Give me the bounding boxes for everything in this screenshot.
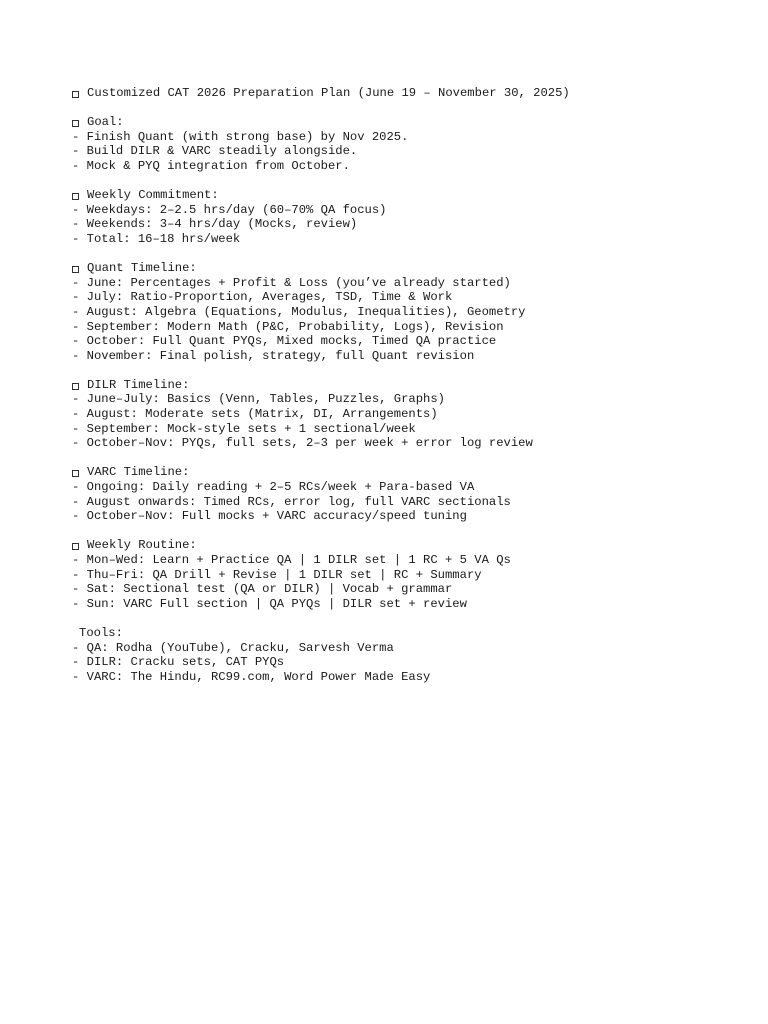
dilr-line: - October–Nov: PYQs, full sets, 2–3 per week + error log review	[72, 436, 533, 451]
tools-section	[72, 626, 752, 684]
varc-section	[72, 465, 752, 523]
quant-line: - June: Percentages + Profit & Loss (you’ve already started)	[72, 275, 511, 290]
dilr-heading	[72, 378, 752, 393]
box-bullet-icon	[72, 91, 79, 98]
quant-line: - July: Ratio-Proportion, Averages, TSD, Time & Work	[72, 290, 453, 305]
goal-line: - Finish Quant (with strong base) by Nov 2025.	[72, 129, 409, 144]
box-bullet-icon	[72, 120, 79, 127]
box-bullet-icon	[72, 383, 79, 390]
routine-section	[72, 538, 752, 611]
dilr-line: - June–July: Basics (Venn, Tables, Puzzles, Graphs)	[72, 392, 445, 407]
routine-line: - Sat: Sectional test (QA or DILR) | Vocab + grammar	[72, 582, 453, 597]
varc-line: - August onwards: Timed RCs, error log, full VARC sectionals	[72, 494, 511, 509]
tools-heading-text: Tools:	[79, 625, 123, 640]
quant-line: - August: Algebra (Equations, Modulus, Inequalities), Geometry	[72, 304, 526, 319]
box-bullet-icon	[72, 470, 79, 477]
routine-line: - Sun: VARC Full section | QA PYQs | DILR set + review	[72, 596, 467, 611]
varc-heading	[72, 465, 752, 480]
dilr-heading-text: DILR Timeline:	[87, 377, 190, 392]
goal-section	[72, 115, 752, 173]
quant-section	[72, 261, 752, 363]
routine-heading-text: Weekly Routine:	[87, 538, 197, 553]
dilr-line: - September: Mock-style sets + 1 sectional/week	[72, 421, 416, 436]
title-text: Customized CAT 2026 Preparation Plan (June 19 – November 30, 2025)	[87, 86, 570, 100]
quant-line: - November: Final polish, strategy, full Quant revision	[72, 348, 475, 363]
box-bullet-icon	[72, 266, 79, 273]
tools-line: - VARC: The Hindu, RC99.com, Word Power Made Easy	[72, 669, 431, 684]
routine-heading	[72, 538, 752, 553]
varc-line: - October–Nov: Full mocks + VARC accuracy/speed tuning	[72, 509, 467, 524]
title-section	[72, 86, 752, 101]
goal-line: - Build DILR & VARC steadily alongside.	[72, 144, 358, 159]
quant-line: - September: Modern Math (P&C, Probability, Logs), Revision	[72, 319, 504, 334]
commitment-line: - Total: 16–18 hrs/week	[72, 231, 241, 246]
commitment-heading	[72, 188, 752, 203]
box-bullet-icon	[72, 543, 79, 550]
dilr-section	[72, 378, 752, 451]
box-bullet-icon	[72, 193, 79, 200]
commitment-line: - Weekdays: 2–2.5 hrs/day (60–70% QA focus)	[72, 202, 387, 217]
routine-line: - Mon–Wed: Learn + Practice QA | 1 DILR set | 1 RC + 5 VA Qs	[72, 553, 511, 567]
tools-line: - QA: Rodha (YouTube), Cracku, Sarvesh Verma	[72, 640, 394, 655]
goal-line: - Mock & PYQ integration from October.	[72, 158, 350, 173]
quant-heading	[72, 261, 752, 276]
quant-heading-text: Quant Timeline:	[87, 261, 197, 276]
quant-line: - October: Full Quant PYQs, Mixed mocks, Timed QA practice	[72, 334, 497, 349]
varc-heading-text: VARC Timeline:	[87, 465, 190, 480]
commitment-line: - Weekends: 3–4 hrs/day (Mocks, review)	[72, 217, 358, 232]
commitment-section	[72, 188, 752, 246]
dilr-line: - August: Moderate sets (Matrix, DI, Arrangements)	[72, 407, 438, 422]
goal-heading-text: Goal:	[87, 115, 124, 130]
commitment-heading-text: Weekly Commitment:	[87, 188, 219, 203]
varc-line: - Ongoing: Daily reading + 2–5 RCs/week + Para-based VA	[72, 480, 475, 495]
goal-heading	[72, 115, 752, 130]
tools-heading	[72, 626, 752, 641]
tools-line: - DILR: Cracku sets, CAT PYQs	[72, 655, 285, 670]
document-page	[72, 86, 752, 699]
document-title	[72, 86, 752, 101]
routine-line: - Thu–Fri: QA Drill + Revise | 1 DILR set | RC + Summary	[72, 567, 482, 582]
